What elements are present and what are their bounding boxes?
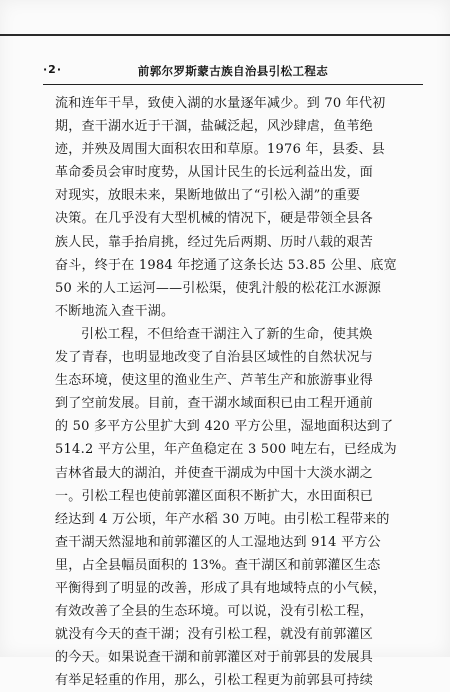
text-line: 一。引松工程也使前郭灌区面积不断扩大，水田面积已 (55, 488, 374, 504)
body-text (55, 92, 417, 692)
text-line: 流和连年干旱，致使入湖的水量逐年减少。到 70 年代初 (55, 96, 386, 111)
header-divider (43, 84, 423, 85)
text-line: 的今天。如果说查干湖和前郭灌区对于前郭县的发展具 (55, 650, 374, 666)
text-line: 514.2 平方公里，年产鱼稳定在 3 500 吨左右，已经成为 (55, 442, 397, 458)
text-line: 50 米的人工运河——引松渠，使乳汁般的松花江水源源 (55, 280, 382, 296)
text-line: 有效改善了全县的生态环境。可以说，没有引松工程， (55, 604, 374, 620)
text-line: 到了空前发展。目前，查干湖水域面积已由工程开通前 (55, 396, 374, 412)
text-line: 就没有今天的查干湖；没有引松工程，就没有前郭灌区 (55, 627, 374, 643)
paragraph-first-line: 引松工程，不但给查干湖注入了新的生命，使其焕 (81, 326, 373, 342)
text-line: 不断地流入查干湖。 (55, 303, 175, 319)
page-number: ·2· (43, 63, 63, 76)
running-title: 前郭尔罗斯蒙古族自治县引松工程志 (137, 64, 329, 78)
text-line: 吉林省最大的湖泊，并使查干湖成为中国十大淡水湖之 (55, 465, 374, 481)
page-header (43, 63, 423, 81)
text-line: 决策。在几乎没有大型机械的情况下，硬是带领全县各 (55, 211, 374, 227)
text-line: 查干湖天然湿地和前郭灌区的人工湿地达到 914 平方公 (55, 534, 381, 550)
text-line: 发了青春，也明显地改变了自治县区域性的自然状况与 (55, 350, 374, 366)
text-line: 经达到 4 万公顷，年产水稻 30 万吨。由引松工程带来的 (55, 511, 390, 527)
text-line: 生态环境，使这里的渔业生产、芦苇生产和旅游事业得 (55, 373, 374, 389)
text-line: 革命委员会审时度势，从国计民生的长远利益出发，面 (55, 165, 374, 181)
scan-top-edge-line (0, 34, 450, 36)
text-line: 的 50 多平方公里扩大到 420 平方公里，湿地面积达到了 (55, 419, 394, 435)
text-line: 期，查干湖水近于干涸，盐碱泛起，风沙肆虐，鱼苇绝 (55, 119, 374, 135)
text-line: 迹，并殃及周围大面积农田和草原。1976 年，县委、县 (55, 142, 385, 158)
text-line: 有举足轻重的作用，那么，引松工程更为前郭县可持续 (55, 673, 374, 689)
text-line: 里，占全县幅员面积的 13%。查干湖区和前郭灌区生态 (55, 557, 381, 573)
text-line: 平衡得到了明显的改善，形成了具有地域特点的小气候， (55, 580, 387, 596)
text-line: 奋斗，终于在 1984 年挖通了这条长达 53.85 公里、底宽 (55, 257, 397, 273)
text-line: 对现实，放眼未来，果断地做出了“引松入湖”的重要 (55, 188, 361, 204)
text-line: 族人民，靠手抬肩挑，经过先后两期、历时八载的艰苦 (55, 234, 374, 250)
